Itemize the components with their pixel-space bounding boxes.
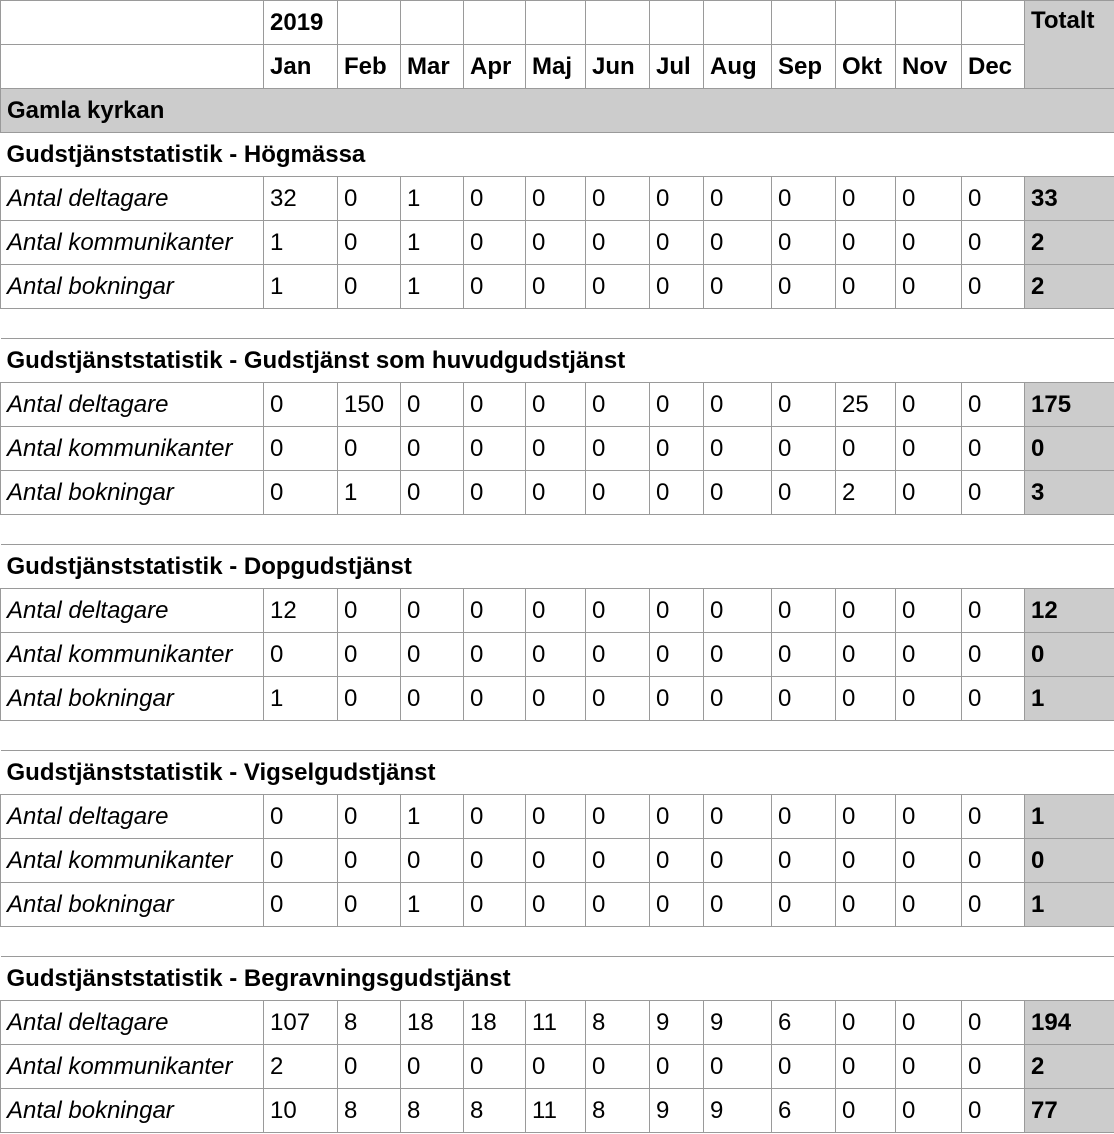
value-cell: 0 (464, 177, 526, 221)
value-cell: 0 (464, 1045, 526, 1089)
value-cell: 0 (526, 795, 586, 839)
section-title: Gudstjänststatistik - Gudstjänst som huvudgudstjänst (1, 339, 1114, 383)
value-cell: 0 (401, 427, 464, 471)
value-cell: 0 (896, 633, 962, 677)
value-cell: 0 (772, 471, 836, 515)
section-title-row (1, 957, 1114, 1001)
value-cell: 0 (526, 471, 586, 515)
total-cell: 1 (1025, 883, 1114, 927)
value-cell: 0 (264, 839, 338, 883)
value-cell: 0 (586, 883, 650, 927)
month-header-row (1, 45, 1114, 89)
row-label: Antal bokningar (1, 1089, 264, 1133)
value-cell: 150 (338, 383, 401, 427)
value-cell: 0 (836, 177, 896, 221)
month-header: Mar (401, 45, 464, 89)
value-cell: 0 (836, 883, 896, 927)
total-cell: 2 (1025, 221, 1114, 265)
month-header: Jun (586, 45, 650, 89)
value-cell: 0 (338, 589, 401, 633)
value-cell: 0 (264, 883, 338, 927)
value-cell: 0 (526, 839, 586, 883)
value-cell: 0 (650, 221, 704, 265)
value-cell: 0 (586, 265, 650, 309)
row-label: Antal deltagare (1, 383, 264, 427)
year-header-row (1, 1, 1114, 45)
value-cell: 0 (464, 589, 526, 633)
spacer-row (1, 721, 1114, 751)
value-cell: 0 (896, 265, 962, 309)
spacer-row (1, 927, 1114, 957)
value-cell: 0 (772, 265, 836, 309)
value-cell: 0 (264, 471, 338, 515)
row-label: Antal deltagare (1, 1001, 264, 1045)
value-cell: 0 (704, 471, 772, 515)
value-cell: 0 (401, 471, 464, 515)
value-cell: 0 (526, 677, 586, 721)
value-cell: 0 (704, 633, 772, 677)
value-cell: 2 (836, 471, 896, 515)
row-label: Antal bokningar (1, 883, 264, 927)
value-cell: 0 (526, 883, 586, 927)
value-cell: 0 (836, 427, 896, 471)
value-cell: 0 (772, 221, 836, 265)
value-cell: 0 (464, 383, 526, 427)
value-cell: 0 (962, 383, 1025, 427)
value-cell: 0 (772, 589, 836, 633)
value-cell: 0 (962, 471, 1025, 515)
value-cell: 0 (650, 677, 704, 721)
value-cell: 0 (836, 839, 896, 883)
value-cell: 0 (264, 383, 338, 427)
value-cell: 0 (962, 883, 1025, 927)
value-cell: 0 (704, 383, 772, 427)
value-cell: 0 (704, 883, 772, 927)
value-cell: 0 (401, 589, 464, 633)
value-cell: 0 (896, 839, 962, 883)
value-cell: 0 (338, 839, 401, 883)
row-label: Antal bokningar (1, 677, 264, 721)
spacer-row (1, 309, 1114, 339)
value-cell: 0 (464, 471, 526, 515)
value-cell: 1 (338, 471, 401, 515)
month-header: Okt (836, 45, 896, 89)
value-cell: 0 (650, 427, 704, 471)
value-cell: 0 (772, 883, 836, 927)
value-cell: 0 (586, 1045, 650, 1089)
month-header: Jul (650, 45, 704, 89)
value-cell: 0 (338, 427, 401, 471)
value-cell: 0 (962, 1045, 1025, 1089)
value-cell: 0 (772, 795, 836, 839)
value-cell: 12 (264, 589, 338, 633)
value-cell: 107 (264, 1001, 338, 1045)
row-label: Antal kommunikanter (1, 633, 264, 677)
value-cell: 0 (896, 1045, 962, 1089)
row-label: Antal kommunikanter (1, 427, 264, 471)
month-header: Aug (704, 45, 772, 89)
value-cell: 0 (464, 265, 526, 309)
value-cell: 0 (836, 265, 896, 309)
section-title-row (1, 133, 1114, 177)
row-label: Antal deltagare (1, 177, 264, 221)
value-cell: 0 (338, 221, 401, 265)
value-cell: 0 (962, 221, 1025, 265)
value-cell: 0 (586, 589, 650, 633)
value-cell: 0 (704, 839, 772, 883)
value-cell: 0 (704, 265, 772, 309)
month-header: Nov (896, 45, 962, 89)
value-cell: 0 (586, 471, 650, 515)
value-cell: 0 (772, 677, 836, 721)
row-label: Antal kommunikanter (1, 839, 264, 883)
row-label: Antal kommunikanter (1, 1045, 264, 1089)
value-cell: 0 (650, 633, 704, 677)
section-title: Gudstjänststatistik - Högmässa (1, 133, 1114, 177)
empty-header-cell (1, 45, 264, 89)
value-cell: 0 (650, 177, 704, 221)
value-cell: 0 (962, 177, 1025, 221)
month-header: Feb (338, 45, 401, 89)
value-cell: 0 (464, 427, 526, 471)
row-label: Antal deltagare (1, 589, 264, 633)
table-row (1, 221, 1114, 265)
total-cell: 1 (1025, 677, 1114, 721)
value-cell: 6 (772, 1001, 836, 1045)
total-cell: 0 (1025, 633, 1114, 677)
value-cell: 9 (650, 1001, 704, 1045)
table-row (1, 383, 1114, 427)
value-cell: 0 (962, 1089, 1025, 1133)
value-cell: 10 (264, 1089, 338, 1133)
church-name: Gamla kyrkan (1, 89, 1114, 133)
value-cell: 25 (836, 383, 896, 427)
table-row (1, 1001, 1114, 1045)
value-cell: 0 (338, 883, 401, 927)
value-cell: 0 (962, 839, 1025, 883)
value-cell: 6 (772, 1089, 836, 1133)
section-title-row (1, 751, 1114, 795)
value-cell: 0 (526, 633, 586, 677)
value-cell: 0 (586, 677, 650, 721)
section-title: Gudstjänststatistik - Vigselgudstjänst (1, 751, 1114, 795)
value-cell: 0 (836, 633, 896, 677)
value-cell: 9 (704, 1001, 772, 1045)
value-cell: 0 (704, 589, 772, 633)
value-cell: 0 (704, 221, 772, 265)
value-cell: 11 (526, 1089, 586, 1133)
value-cell: 8 (338, 1001, 401, 1045)
value-cell: 0 (896, 589, 962, 633)
value-cell: 0 (772, 839, 836, 883)
value-cell: 0 (896, 221, 962, 265)
month-header: Dec (962, 45, 1025, 89)
value-cell: 0 (836, 1045, 896, 1089)
total-cell: 2 (1025, 265, 1114, 309)
value-cell: 0 (464, 795, 526, 839)
table-row (1, 1045, 1114, 1089)
value-cell: 0 (401, 839, 464, 883)
value-cell: 0 (650, 383, 704, 427)
value-cell: 8 (401, 1089, 464, 1133)
value-cell: 8 (464, 1089, 526, 1133)
year-label: 2019 (264, 1, 338, 45)
total-header: Totalt (1025, 1, 1114, 89)
empty-header-cell (1, 1, 264, 45)
total-cell: 3 (1025, 471, 1114, 515)
value-cell: 0 (526, 383, 586, 427)
table-row (1, 471, 1114, 515)
month-header: Maj (526, 45, 586, 89)
value-cell: 0 (526, 265, 586, 309)
table-row (1, 427, 1114, 471)
table-row (1, 633, 1114, 677)
value-cell: 0 (962, 589, 1025, 633)
value-cell: 0 (836, 795, 896, 839)
value-cell: 0 (401, 383, 464, 427)
row-label: Antal bokningar (1, 265, 264, 309)
value-cell: 0 (338, 633, 401, 677)
value-cell: 0 (962, 795, 1025, 839)
value-cell: 0 (586, 221, 650, 265)
value-cell: 0 (264, 795, 338, 839)
value-cell: 0 (338, 1045, 401, 1089)
value-cell: 0 (586, 427, 650, 471)
value-cell: 0 (526, 589, 586, 633)
total-cell: 12 (1025, 589, 1114, 633)
value-cell: 1 (264, 677, 338, 721)
value-cell: 0 (401, 1045, 464, 1089)
value-cell: 0 (338, 677, 401, 721)
month-header: Jan (264, 45, 338, 89)
value-cell: 0 (650, 1045, 704, 1089)
total-cell: 33 (1025, 177, 1114, 221)
value-cell: 0 (650, 795, 704, 839)
month-header: Sep (772, 45, 836, 89)
table-row (1, 1089, 1114, 1133)
value-cell: 0 (526, 1045, 586, 1089)
value-cell: 0 (586, 795, 650, 839)
value-cell: 8 (586, 1001, 650, 1045)
value-cell: 1 (401, 265, 464, 309)
value-cell: 0 (464, 677, 526, 721)
value-cell: 0 (896, 883, 962, 927)
value-cell: 0 (464, 883, 526, 927)
value-cell: 18 (401, 1001, 464, 1045)
value-cell: 0 (704, 795, 772, 839)
table-row (1, 589, 1114, 633)
value-cell: 0 (772, 633, 836, 677)
value-cell: 0 (772, 427, 836, 471)
value-cell: 0 (962, 633, 1025, 677)
value-cell: 2 (264, 1045, 338, 1089)
value-cell: 0 (401, 677, 464, 721)
value-cell: 0 (704, 177, 772, 221)
value-cell: 0 (836, 589, 896, 633)
value-cell: 0 (464, 839, 526, 883)
value-cell: 0 (526, 177, 586, 221)
value-cell: 0 (401, 633, 464, 677)
value-cell: 0 (526, 427, 586, 471)
value-cell: 0 (586, 633, 650, 677)
value-cell: 0 (962, 265, 1025, 309)
row-label: Antal kommunikanter (1, 221, 264, 265)
row-label: Antal deltagare (1, 795, 264, 839)
total-cell: 175 (1025, 383, 1114, 427)
value-cell: 1 (264, 221, 338, 265)
value-cell: 0 (650, 589, 704, 633)
value-cell: 0 (896, 383, 962, 427)
value-cell: 32 (264, 177, 338, 221)
value-cell: 0 (586, 383, 650, 427)
total-cell: 0 (1025, 427, 1114, 471)
value-cell: 8 (586, 1089, 650, 1133)
value-cell: 0 (772, 1045, 836, 1089)
month-header: Apr (464, 45, 526, 89)
table-row (1, 839, 1114, 883)
spacer-row (1, 515, 1114, 545)
row-label: Antal bokningar (1, 471, 264, 515)
value-cell: 0 (338, 265, 401, 309)
value-cell: 0 (962, 677, 1025, 721)
value-cell: 1 (264, 265, 338, 309)
table-row (1, 883, 1114, 927)
value-cell: 11 (526, 1001, 586, 1045)
value-cell: 0 (264, 633, 338, 677)
value-cell: 0 (704, 677, 772, 721)
table-row (1, 265, 1114, 309)
value-cell: 0 (586, 839, 650, 883)
value-cell: 1 (401, 177, 464, 221)
value-cell: 1 (401, 795, 464, 839)
value-cell: 0 (896, 795, 962, 839)
table-row (1, 795, 1114, 839)
value-cell: 0 (962, 1001, 1025, 1045)
value-cell: 0 (464, 633, 526, 677)
section-title: Gudstjänststatistik - Begravningsgudstjänst (1, 957, 1114, 1001)
church-row (1, 89, 1114, 133)
value-cell: 0 (836, 1089, 896, 1133)
total-cell: 77 (1025, 1089, 1114, 1133)
value-cell: 0 (526, 221, 586, 265)
value-cell: 0 (650, 471, 704, 515)
value-cell: 0 (962, 427, 1025, 471)
total-cell: 1 (1025, 795, 1114, 839)
value-cell: 9 (650, 1089, 704, 1133)
value-cell: 0 (650, 883, 704, 927)
value-cell: 1 (401, 221, 464, 265)
value-cell: 0 (464, 221, 526, 265)
section-title-row (1, 545, 1114, 589)
value-cell: 0 (772, 383, 836, 427)
value-cell: 0 (586, 177, 650, 221)
table-row (1, 177, 1114, 221)
value-cell: 0 (772, 177, 836, 221)
value-cell: 1 (401, 883, 464, 927)
total-cell: 2 (1025, 1045, 1114, 1089)
value-cell: 0 (896, 1089, 962, 1133)
value-cell: 0 (338, 795, 401, 839)
value-cell: 8 (338, 1089, 401, 1133)
value-cell: 0 (896, 471, 962, 515)
value-cell: 0 (896, 1001, 962, 1045)
value-cell: 0 (836, 221, 896, 265)
value-cell: 0 (896, 427, 962, 471)
section-title: Gudstjänststatistik - Dopgudstjänst (1, 545, 1114, 589)
value-cell: 0 (896, 177, 962, 221)
value-cell: 0 (264, 427, 338, 471)
value-cell: 0 (704, 1045, 772, 1089)
value-cell: 9 (704, 1089, 772, 1133)
value-cell: 0 (650, 265, 704, 309)
value-cell: 18 (464, 1001, 526, 1045)
table-row (1, 677, 1114, 721)
value-cell: 0 (338, 177, 401, 221)
value-cell: 0 (650, 839, 704, 883)
value-cell: 0 (896, 677, 962, 721)
value-cell: 0 (836, 1001, 896, 1045)
value-cell: 0 (704, 427, 772, 471)
value-cell: 0 (836, 677, 896, 721)
section-title-row (1, 339, 1114, 383)
total-cell: 194 (1025, 1001, 1114, 1045)
total-cell: 0 (1025, 839, 1114, 883)
